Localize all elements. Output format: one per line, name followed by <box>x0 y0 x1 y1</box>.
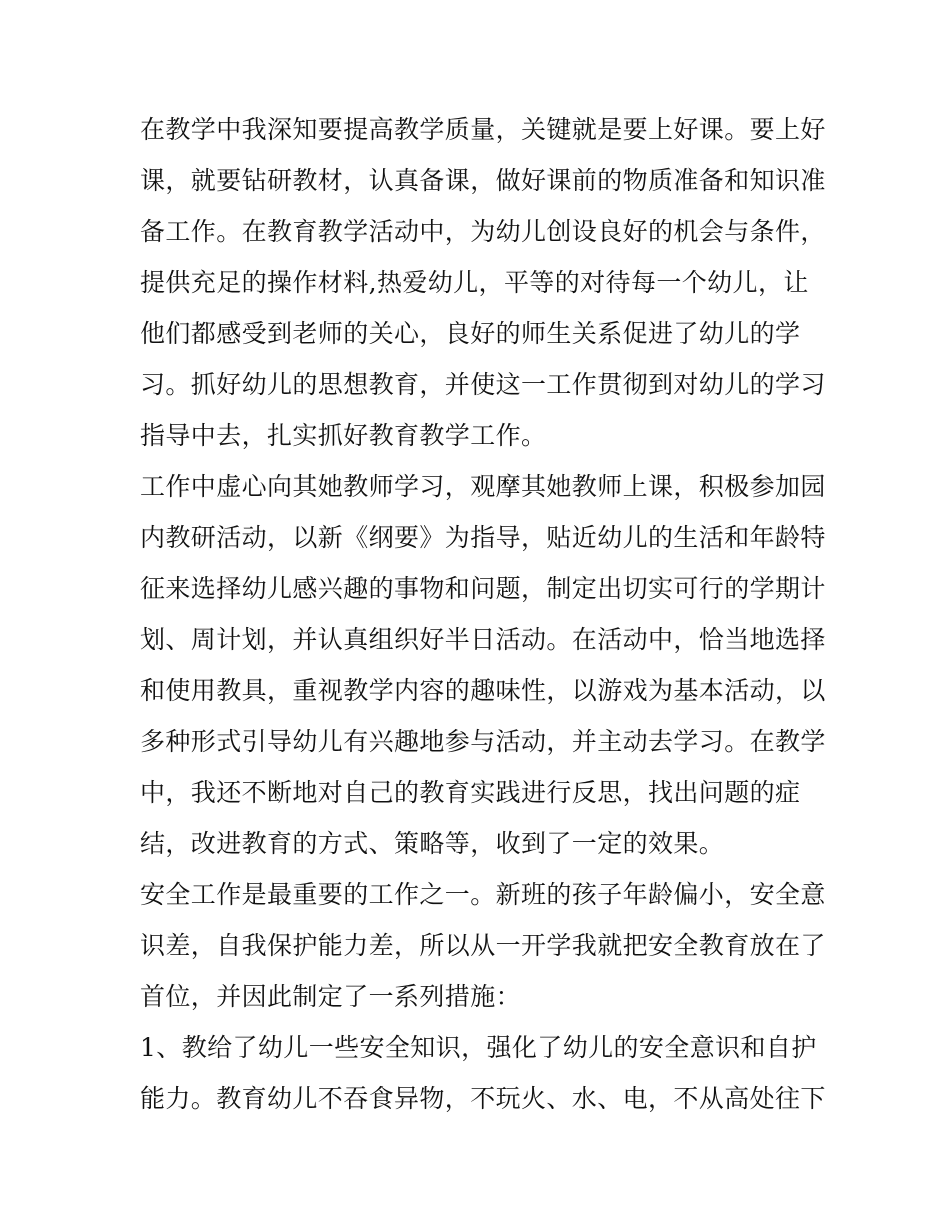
text-line: 1、教给了幼儿一些安全知识，强化了幼儿的安全意识和自护 <box>140 1033 817 1062</box>
text-line: 课，就要钻研教材，认真备课，做好课前的物质准备和知识准 <box>140 166 826 195</box>
text-line: 中，我还不断地对自己的教育实践进行反思，找出问题的症 <box>140 778 801 807</box>
text-line: 指导中去，扎实抓好教育教学工作。 <box>140 421 547 450</box>
text-line: 和使用教具，重视教学内容的趣味性，以游戏为基本活动，以 <box>140 676 826 705</box>
text-line: 工作中虚心向其她教师学习，观摩其她教师上课，积极参加园 <box>140 472 826 501</box>
text-line: 在教学中我深知要提高教学质量，关键就是要上好课。要上好 <box>140 115 826 144</box>
text-line: 习。抓好幼儿的思想教育，并使这一工作贯彻到对幼儿的学习 <box>140 370 826 399</box>
text-line: 划、周计划，并认真组织好半日活动。在活动中，恰当地选择 <box>140 625 826 654</box>
text-line: 首位，并因此制定了一系列措施： <box>140 982 522 1011</box>
text-line: 提供充足的操作材料,热爱幼儿，平等的对待每一个幼儿，让 <box>140 268 809 297</box>
text-line: 征来选择幼儿感兴趣的事物和问题，制定出切实可行的学期计 <box>140 574 826 603</box>
text-line: 多种形式引导幼儿有兴趣地参与活动，并主动去学习。在教学 <box>140 727 826 756</box>
text-line: 备工作。在教育教学活动中，为幼儿创设良好的机会与条件， <box>140 217 826 246</box>
body-text <box>140 104 826 1124</box>
text-line: 内教研活动，以新《纲要》为指导，贴近幼儿的生活和年龄特 <box>140 523 826 552</box>
text-line: 结，改进教育的方式、策略等，收到了一定的效果。 <box>140 829 725 858</box>
text-line: 识差，自我保护能力差，所以从一开学我就把安全教育放在了 <box>140 931 826 960</box>
text-line: 安全工作是最重要的工作之一。新班的孩子年龄偏小，安全意 <box>140 880 826 909</box>
text-line: 能力。教育幼儿不吞食异物，不玩火、水、电，不从高处往下 <box>140 1084 826 1113</box>
text-line: 他们都感受到老师的关心，良好的师生关系促进了幼儿的学 <box>140 319 801 348</box>
